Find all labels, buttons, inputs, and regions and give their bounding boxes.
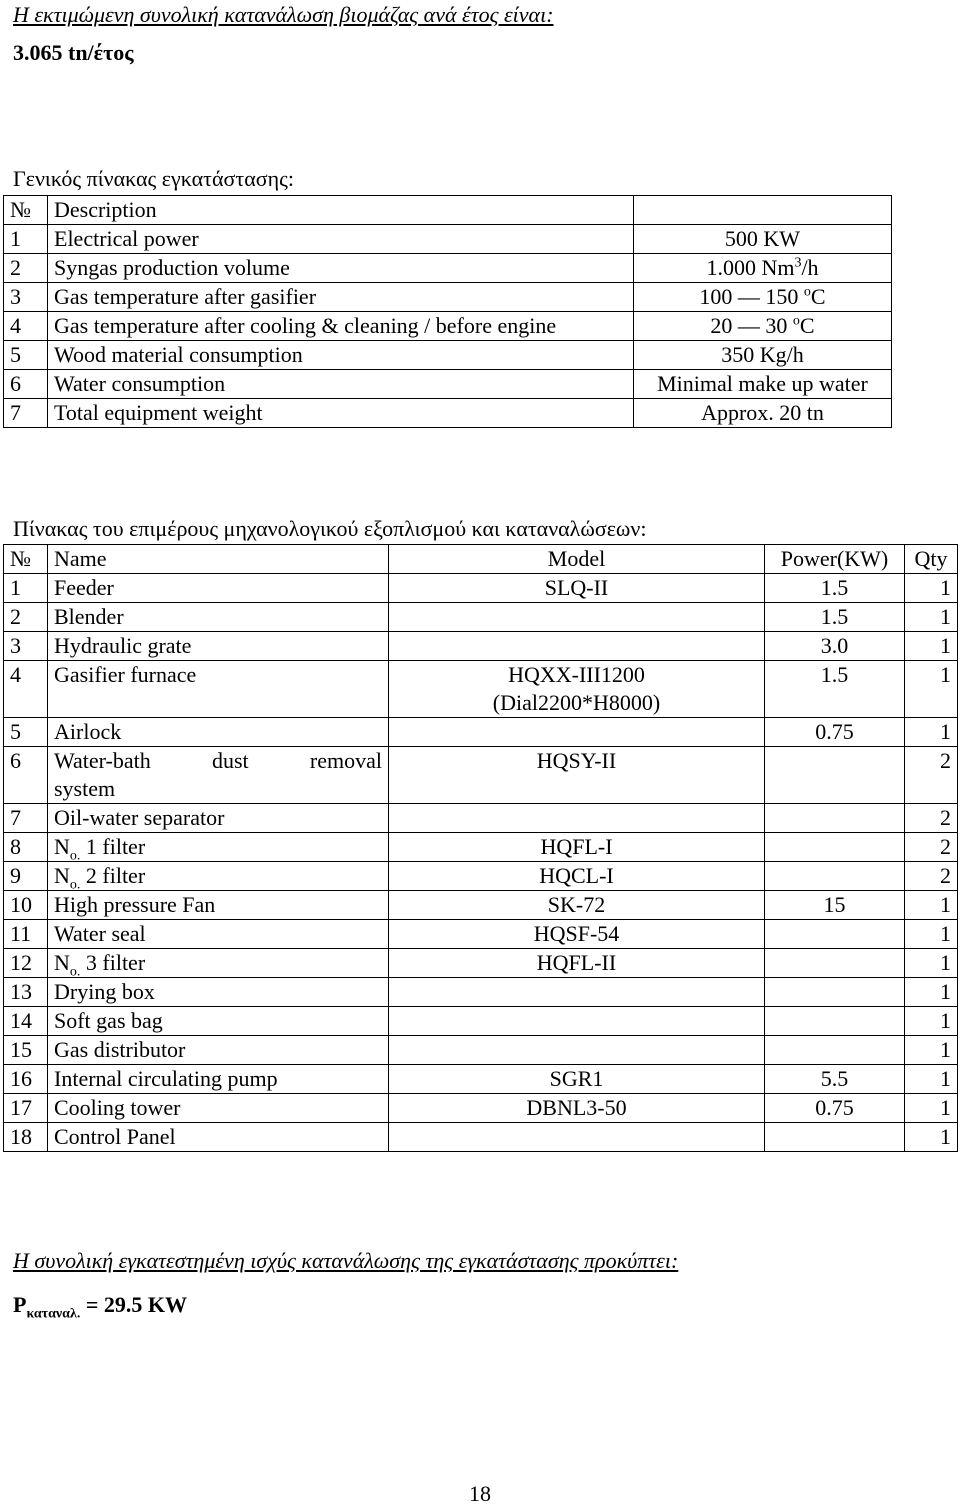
row-qty: 1 [905, 632, 958, 661]
table-row [4, 949, 958, 978]
row-power [765, 1123, 905, 1152]
value-text: 1.000 Nm [706, 255, 795, 280]
model-line: HQCL-I [539, 863, 614, 888]
row-model [389, 574, 765, 603]
total-sub: καταναλ. [26, 1306, 81, 1322]
name-text: 2 filter [80, 863, 146, 888]
row-no: 12 [4, 949, 48, 978]
name-word: dust [211, 748, 249, 773]
row-model [389, 891, 765, 920]
value-superscript: 3 [794, 255, 802, 271]
row-model [389, 978, 765, 1007]
heading-total-power: Η συνολική εγκατεστημένη ισχύς κατανάλωσης της εγκατάστασης προκύπτει: [13, 1248, 679, 1273]
table1-title: Γενικός πίνακας εγκατάστασης: [13, 166, 294, 191]
table-row [4, 833, 958, 862]
row-description: Electrical power [48, 225, 634, 254]
model-line: HQXX-III1200 [508, 662, 645, 687]
row-name: Drying box [48, 978, 389, 1007]
name-line: system [54, 776, 116, 801]
header-power: Power(KW) [765, 545, 905, 574]
total-power [13, 1292, 188, 1322]
row-qty: 2 [905, 804, 958, 833]
table-row [4, 341, 892, 370]
row-model [389, 603, 765, 632]
row-no: 9 [4, 862, 48, 891]
row-name: Oil-water separator [48, 804, 389, 833]
name-line [54, 747, 382, 775]
value-superscript: o [792, 313, 800, 329]
value-superscript: o [803, 284, 811, 300]
model-line: HQSY-II [536, 748, 617, 773]
header-name: Name [48, 545, 389, 574]
table-row [4, 661, 958, 718]
row-no: 8 [4, 833, 48, 862]
row-qty: 2 [905, 833, 958, 862]
model-line: HQFL-II [536, 950, 617, 975]
table-row [4, 632, 958, 661]
table-row [4, 370, 892, 399]
table-row [4, 1065, 958, 1094]
row-name: Blender [48, 603, 389, 632]
model-line: (Dial2200*H8000) [492, 690, 661, 715]
header-no: № [4, 196, 48, 225]
row-no: 5 [4, 341, 48, 370]
row-no: 7 [4, 804, 48, 833]
row-qty: 1 [905, 920, 958, 949]
name-subscript: o. [69, 848, 81, 864]
table-row [4, 312, 892, 341]
model-line: DBNL3-50 [526, 1095, 627, 1120]
row-model [389, 632, 765, 661]
row-no: 17 [4, 1094, 48, 1123]
row-model [389, 1123, 765, 1152]
row-name: Water seal [48, 920, 389, 949]
name-text: 3 filter [80, 950, 146, 975]
table-row [4, 283, 892, 312]
table-row [4, 862, 958, 891]
row-model [389, 804, 765, 833]
name-word: Water-bath [54, 748, 151, 773]
name-subscript: o. [69, 877, 81, 893]
row-power: 5.5 [765, 1065, 905, 1094]
table-row [4, 603, 958, 632]
table-header-row [4, 196, 892, 225]
row-power [765, 833, 905, 862]
row-qty: 1 [905, 574, 958, 603]
row-name: Internal circulating pump [48, 1065, 389, 1094]
row-power [765, 747, 905, 804]
header-description: Description [48, 196, 634, 225]
table-row [4, 1123, 958, 1152]
row-power: 1.5 [765, 661, 905, 718]
row-name [48, 862, 389, 891]
row-power [765, 804, 905, 833]
row-qty: 1 [905, 1065, 958, 1094]
table-row [4, 747, 958, 804]
row-description: Syngas production volume [48, 254, 634, 283]
name-subscript: o. [69, 964, 81, 980]
total-p: P [13, 1292, 27, 1317]
row-power: 3.0 [765, 632, 905, 661]
row-qty: 1 [905, 718, 958, 747]
table2-title: Πίνακας του επιμέρους μηχανολογικού εξοπλισμού και καταναλώσεων: [13, 516, 647, 541]
row-power: 0.75 [765, 718, 905, 747]
name-prefix: N [54, 950, 70, 975]
row-no: 10 [4, 891, 48, 920]
table-row [4, 920, 958, 949]
row-description: Gas temperature after gasifier [48, 283, 634, 312]
row-name [48, 833, 389, 862]
model-line: SGR1 [549, 1066, 604, 1091]
header-value [634, 196, 892, 225]
value-text: 20 — 30 [710, 313, 793, 338]
row-no: 5 [4, 718, 48, 747]
table-row [4, 804, 958, 833]
row-value: 350 Kg/h [634, 341, 892, 370]
header-no: № [4, 545, 48, 574]
model-line: HQFL-I [540, 834, 613, 859]
table-header-row [4, 545, 958, 574]
row-model [389, 1065, 765, 1094]
row-value [634, 312, 892, 341]
row-power: 0.75 [765, 1094, 905, 1123]
row-qty: 1 [905, 949, 958, 978]
row-description: Total equipment weight [48, 399, 634, 428]
name-text: 1 filter [80, 834, 146, 859]
row-no: 6 [4, 370, 48, 399]
row-power [765, 949, 905, 978]
table-row [4, 574, 958, 603]
row-description: Water consumption [48, 370, 634, 399]
row-name: Airlock [48, 718, 389, 747]
row-name: Control Panel [48, 1123, 389, 1152]
row-name [48, 747, 389, 804]
row-name: Cooling tower [48, 1094, 389, 1123]
row-no: 1 [4, 225, 48, 254]
table-row [4, 399, 892, 428]
row-value: 500 KW [634, 225, 892, 254]
row-power: 1.5 [765, 574, 905, 603]
row-model [389, 833, 765, 862]
table-row [4, 225, 892, 254]
row-value: Approx. 20 tn [634, 399, 892, 428]
row-qty: 2 [905, 862, 958, 891]
row-no: 2 [4, 254, 48, 283]
row-power: 15 [765, 891, 905, 920]
row-description: Gas temperature after cooling & cleaning / before engine [48, 312, 634, 341]
model-line: SLQ-II [544, 575, 609, 600]
row-model [389, 949, 765, 978]
row-value: Minimal make up water [634, 370, 892, 399]
name-word: removal [309, 748, 382, 773]
row-qty: 1 [905, 891, 958, 920]
row-no: 18 [4, 1123, 48, 1152]
value-text: 100 — 150 [699, 284, 804, 309]
row-model [389, 862, 765, 891]
model-line: HQSF-54 [533, 921, 620, 946]
row-value [634, 283, 892, 312]
row-name: Gasifier furnace [48, 661, 389, 718]
row-model [389, 661, 765, 718]
row-qty: 1 [905, 1123, 958, 1152]
row-qty: 1 [905, 1036, 958, 1065]
row-qty: 1 [905, 603, 958, 632]
name-prefix: N [54, 834, 70, 859]
row-model [389, 747, 765, 804]
row-no: 14 [4, 1007, 48, 1036]
row-power [765, 1007, 905, 1036]
row-qty: 1 [905, 1007, 958, 1036]
row-no: 16 [4, 1065, 48, 1094]
row-value [634, 254, 892, 283]
row-description: Wood material consumption [48, 341, 634, 370]
total-value: = 29.5 KW [80, 1292, 188, 1317]
row-model [389, 920, 765, 949]
general-installation-table [3, 195, 892, 428]
row-name: Soft gas bag [48, 1007, 389, 1036]
model-line: SK-72 [547, 892, 606, 917]
consumption-value: 3.065 tn/έτος [13, 40, 134, 65]
row-model [389, 1036, 765, 1065]
row-qty: 1 [905, 661, 958, 718]
table-row [4, 891, 958, 920]
row-model [389, 1094, 765, 1123]
equipment-table [3, 544, 958, 1152]
row-no: 4 [4, 312, 48, 341]
row-name [48, 949, 389, 978]
table-row [4, 254, 892, 283]
row-no: 13 [4, 978, 48, 1007]
row-qty: 1 [905, 1094, 958, 1123]
row-no: 7 [4, 399, 48, 428]
row-name: Gas distributor [48, 1036, 389, 1065]
row-no: 6 [4, 747, 48, 804]
header-model: Model [389, 545, 765, 574]
row-no: 3 [4, 632, 48, 661]
page-number: 18 [469, 1481, 491, 1506]
table-row [4, 718, 958, 747]
row-name: High pressure Fan [48, 891, 389, 920]
row-no: 4 [4, 661, 48, 718]
row-model [389, 718, 765, 747]
row-no: 1 [4, 574, 48, 603]
row-power: 1.5 [765, 603, 905, 632]
row-name: Feeder [48, 574, 389, 603]
row-model [389, 1007, 765, 1036]
header-qty: Qty [905, 545, 958, 574]
row-no: 3 [4, 283, 48, 312]
row-no: 2 [4, 603, 48, 632]
row-power [765, 978, 905, 1007]
value-unit: C [810, 284, 826, 309]
row-power [765, 862, 905, 891]
value-unit: C [799, 313, 815, 338]
row-no: 15 [4, 1036, 48, 1065]
row-qty: 2 [905, 747, 958, 804]
table-row [4, 1007, 958, 1036]
row-no: 11 [4, 920, 48, 949]
table-row [4, 1094, 958, 1123]
table-row [4, 1036, 958, 1065]
row-power [765, 1036, 905, 1065]
row-name: Hydraulic grate [48, 632, 389, 661]
value-unit: /h [801, 255, 819, 280]
row-qty: 1 [905, 978, 958, 1007]
row-power [765, 920, 905, 949]
table-row [4, 978, 958, 1007]
name-prefix: N [54, 863, 70, 888]
heading-consumption: Η εκτιμώμενη συνολική κατανάλωση βιομάζας ανά έτος είναι: [13, 2, 554, 27]
